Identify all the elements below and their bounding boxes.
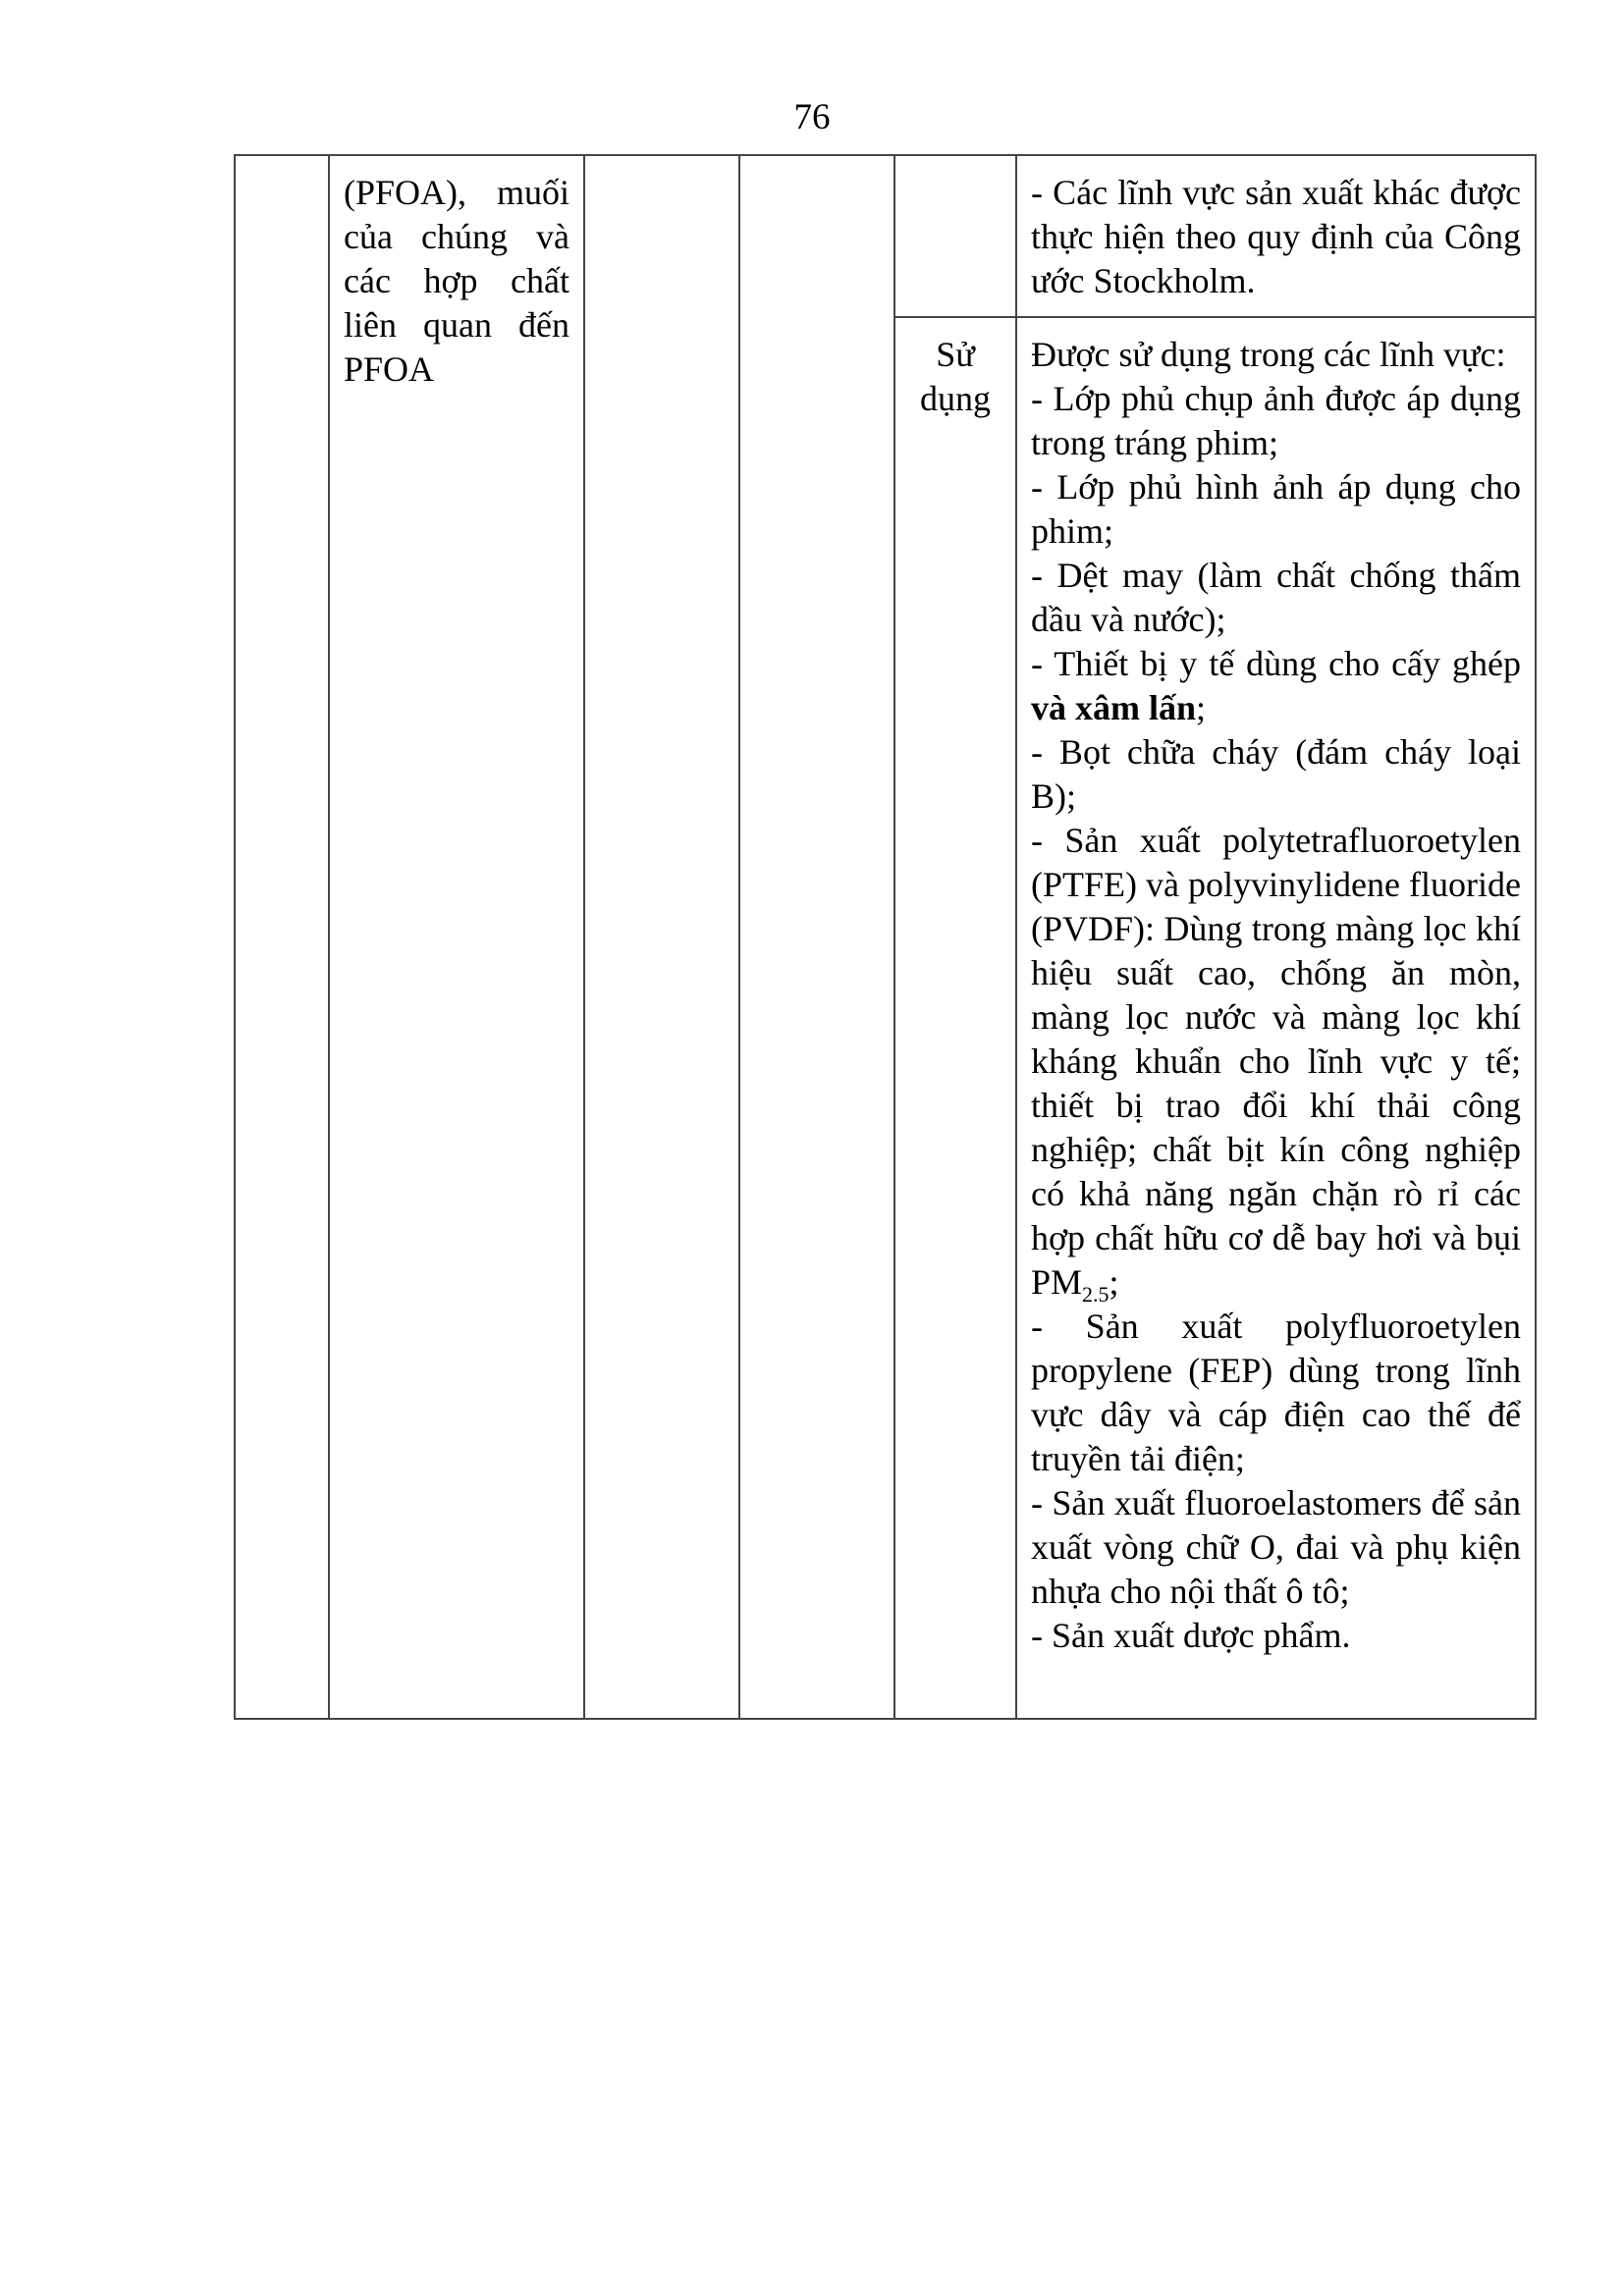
cell-empty-col4: [739, 155, 894, 1719]
use-item: - Dệt may (làm chất chống thấm dầu và nước);: [1031, 556, 1521, 639]
use-item-suffix: ;: [1196, 688, 1207, 727]
pm-subscript: 2.5: [1082, 1282, 1110, 1308]
use-item: - Sản xuất fluoroelastomers để sản xuất vòng chữ O, đai và phụ kiện nhựa cho nội thất ô tô;: [1031, 1483, 1521, 1611]
cell-use-label: Sử dụng: [894, 317, 1016, 1719]
cell-index: [235, 155, 329, 1719]
use-item: - Lớp phủ hình ảnh áp dụng cho phim;: [1031, 467, 1521, 551]
use-item: [1031, 642, 1521, 730]
cell-production-text: - Các lĩnh vực sản xuất khác được thực hiện theo quy định của Công ước Stockholm.: [1016, 155, 1536, 317]
use-item-suffix: ;: [1109, 1262, 1119, 1302]
table-row-production: [235, 155, 1536, 317]
use-item-bold-text: và xâm lấn: [1031, 688, 1197, 727]
use-item: - Lớp phủ chụp ảnh được áp dụng trong tráng phim;: [1031, 379, 1521, 462]
use-item: - Bọt chữa cháy (đám cháy loại B);: [1031, 732, 1521, 816]
cell-use-text: [1016, 317, 1536, 1719]
use-item-text: - Thiết bị y tế dùng cho cấy ghép: [1031, 644, 1521, 683]
use-item-text: - Sản xuất polytetrafluoroetylen (PTFE) và polyvinylidene fluoride (PVDF): Dùng trong màng lọc khí hiệu suất cao, chống ăn mòn, màng lọc nước và màng lọc khí kháng khuẩn cho lĩnh vực y tế; thiết bị trao đổi khí thải công nghiệp; chất bịt kín công nghiệp có khả năng ngăn chặn rò rỉ các hợp chất hữu cơ dễ bay hơi và bụi PM: [1031, 821, 1521, 1302]
regulation-table: [234, 154, 1537, 1720]
cell-production-label: [894, 155, 1016, 317]
page-number: 76: [793, 97, 831, 137]
cell-substance-name: (PFOA), muối của chúng và các hợp chất liên quan đến PFOA: [329, 155, 584, 1719]
use-item: - Sản xuất dược phẩm.: [1031, 1616, 1351, 1655]
use-item: [1031, 819, 1521, 1308]
use-intro: Được sử dụng trong các lĩnh vực:: [1031, 335, 1506, 374]
use-item: - Sản xuất polyfluoroetylen propylene (FEP) dùng trong lĩnh vực dây và cáp điện cao thế để truyền tải điện;: [1031, 1307, 1521, 1478]
cell-empty-col3: [584, 155, 739, 1719]
